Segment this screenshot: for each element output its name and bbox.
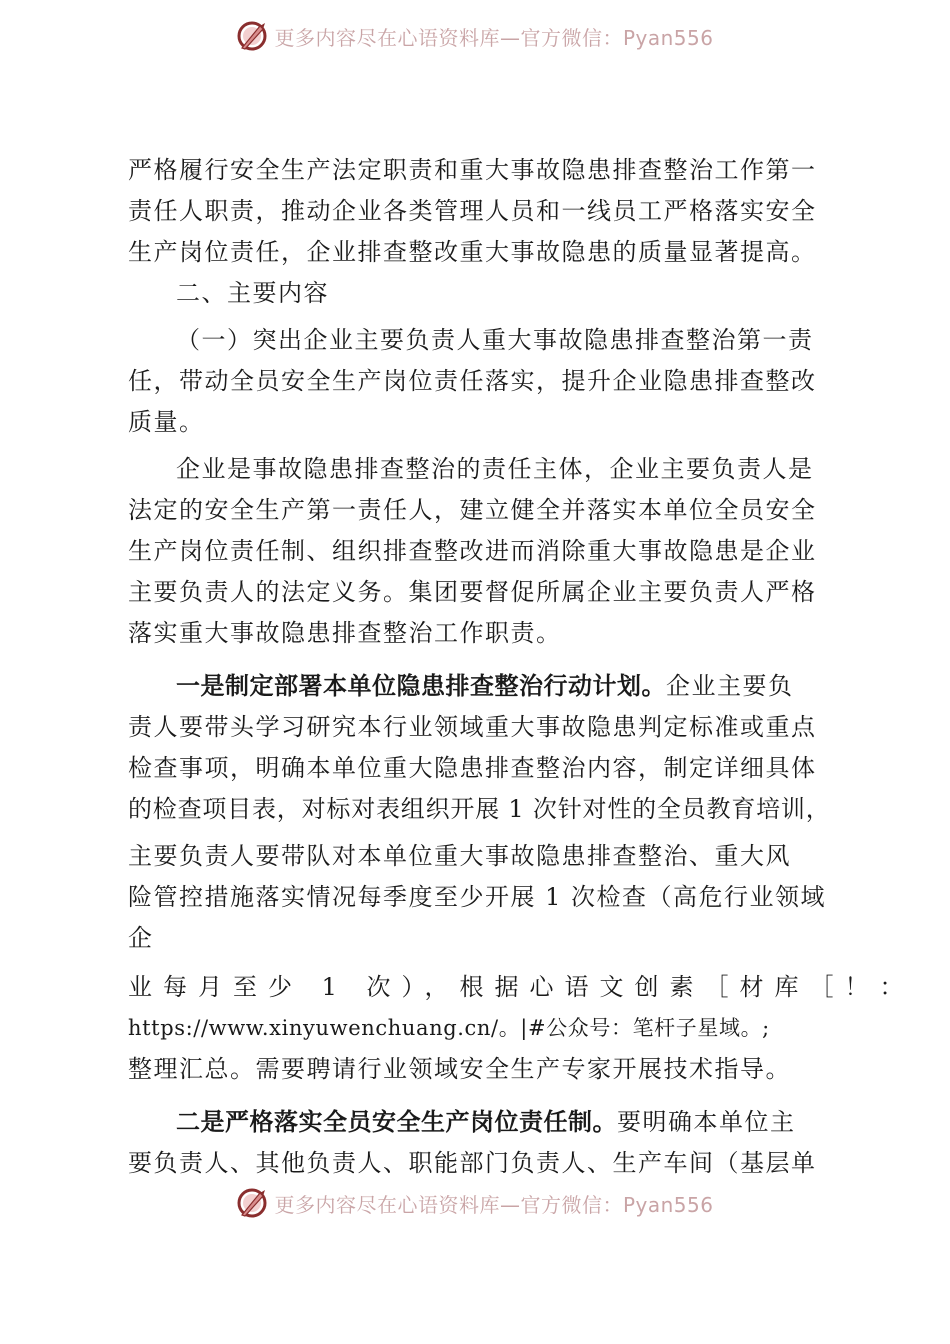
paragraph-line: 整理汇总。需要聘请行业领域安全生产专家开展技术指导。 — [128, 1055, 791, 1083]
header-watermark — [0, 16, 950, 56]
document-body — [128, 150, 915, 1184]
paragraph-line: 业每月至少 1 次），根据心语文创素［材库［！： — [128, 973, 915, 1001]
paragraph-line: 企业是事故隐患排查整治的责任主体，企业主要负责人是 — [176, 455, 814, 483]
paragraph-line: 主要负责人要带队对本单位重大事故隐患排查整治、重大风 — [128, 842, 791, 870]
paragraph-line: 要负责人、其他负责人、职能部门负责人、生产车间（基层单 — [128, 1149, 817, 1177]
paragraph-text: 要明确本单位主 — [617, 1108, 796, 1136]
paragraph-line: 落实重大事故隐患排查整治工作职责。 — [128, 619, 562, 647]
paragraph-line: https://www.xinyuwenchuang.cn/。|#公众号：笔杆子星域。; — [128, 1016, 770, 1040]
bold-lead-phrase: 一是制定部署本单位隐患排查整治行动计划。 — [176, 672, 666, 700]
header-watermark-text: 更多内容尽在心语资料库—官方微信：Pyan556 — [274, 25, 714, 50]
quill-logo-icon — [236, 20, 268, 52]
footer-watermark-text: 更多内容尽在心语资料库—官方微信：Pyan556 — [274, 1192, 714, 1217]
paragraph-line: 检查事项，明确本单位重大隐患排查整治内容，制定详细具体 — [128, 754, 817, 782]
paragraph-line — [128, 1102, 828, 1143]
paragraph-line: 生产岗位责任，企业排查整改重大事故隐患的质量显著提高。 — [128, 238, 817, 266]
paragraph-line: 责任人职责，推动企业各类管理人员和一线员工严格落实安全 — [128, 197, 817, 225]
paragraph-line: 质量。 — [128, 408, 205, 436]
paragraph-line: 险管控措施落实情况每季度至少开展 1 次检查（高危行业领域 — [128, 883, 827, 911]
footer-watermark — [0, 1183, 950, 1223]
paragraph-line: 法定的安全生产第一责任人，建立健全并落实本单位全员安全 — [128, 496, 817, 524]
bold-lead-phrase: 二是严格落实全员安全生产岗位责任制。 — [176, 1108, 617, 1136]
paragraph-line: 生产岗位责任制、组织排查整改进而消除重大事故隐患是企业 — [128, 537, 817, 565]
paragraph-line: 责人要带头学习研究本行业领域重大事故隐患判定标准或重点 — [128, 713, 817, 741]
paragraph-line: 严格履行安全生产法定职责和重大事故隐患排查整治工作第一 — [128, 156, 817, 184]
paragraph-line: 任，带动全员安全生产岗位责任落实，提升企业隐患排查整改 — [128, 367, 817, 395]
paragraph-line: 的检查项目表，对标对表组织开展 1 次针对性的全员教育培训， — [128, 795, 831, 823]
quill-logo-icon — [236, 1187, 268, 1219]
paragraph-text: 企业主要负 — [666, 672, 794, 700]
subsection-heading: （一）突出企业主要负责人重大事故隐患排查整治第一责 — [176, 326, 814, 354]
paragraph-line — [128, 666, 828, 707]
paragraph-line: 企 — [128, 924, 154, 952]
paragraph-line: 主要负责人的法定义务。集团要督促所属企业主要负责人严格 — [128, 578, 817, 606]
section-heading: 二、主要内容 — [176, 279, 329, 307]
